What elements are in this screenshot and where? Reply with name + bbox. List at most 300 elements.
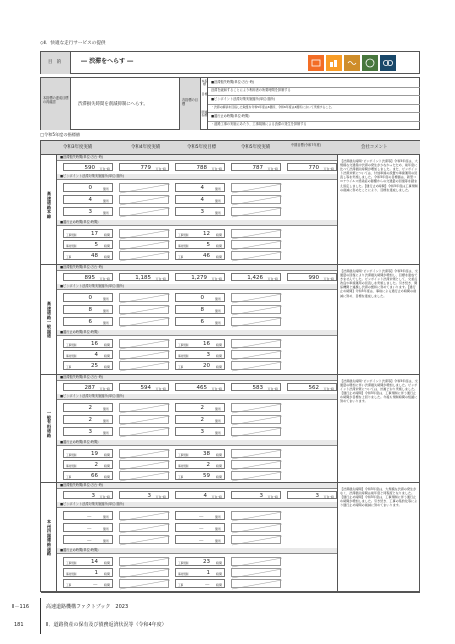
- header-r5-target: 令和5年度目標: [187, 145, 217, 150]
- loss-unit: 万台･時: [267, 494, 278, 499]
- pinpoint-value-cell: [63, 207, 113, 216]
- loss-value-cell: [287, 163, 337, 171]
- closure-type-label: 事故規制: [66, 245, 77, 248]
- loss-unit: 万台･時: [155, 386, 166, 391]
- pinpoint-value: －: [198, 539, 204, 545]
- closure-unit: 時間: [215, 464, 222, 468]
- closure-type-label: 事故規制: [66, 355, 77, 358]
- pinpoint-value: 4: [200, 197, 204, 203]
- closure-unit: 時間: [215, 453, 222, 457]
- subhead-loss: ■渋滞損失時間(単位:万台･時): [60, 265, 104, 269]
- loss-unit: 万台･時: [99, 494, 110, 499]
- not-applicable-cell: [119, 568, 169, 577]
- info-row-5: ■通行止め時間(単位:時間): [211, 113, 250, 118]
- closure-type-label: 工事規制: [66, 562, 77, 565]
- sub-label-related: 関連指標: [201, 110, 208, 118]
- closure-value-cell: [63, 361, 113, 370]
- loss-value: 895: [84, 274, 95, 281]
- pinpoint-unit: 箇所: [214, 199, 221, 203]
- not-applicable-cell: [119, 471, 169, 480]
- loss-unit: 万台･時: [267, 276, 278, 281]
- closure-unit: 時間: [215, 572, 222, 576]
- pinpoint-unit: 箇所: [102, 187, 109, 191]
- pinpoint-unit: 箇所: [214, 527, 221, 531]
- loss-value: 583: [252, 384, 263, 391]
- not-applicable-cell: [231, 415, 281, 424]
- not-applicable-cell: [231, 339, 281, 348]
- closure-unit: 時間: [103, 453, 110, 457]
- closure-unit: 時間: [215, 343, 222, 347]
- pinpoint-value: 3: [200, 209, 204, 215]
- section-comment: 【渋滞損失時間】令和5年度は、大規模な渋滞の発生がなく、渋滞損失時間は前年度と同程度となりました。【通行止め時間】令和5年度は、工事規制に伴う通行止め時間が増加しました。引き続き、工事の集約化等により通行止め時間の削減に努めてまいります。: [340, 487, 418, 508]
- pinpoint-value: 8: [200, 307, 204, 313]
- not-applicable-cell: [119, 449, 169, 458]
- closure-value: 25: [91, 363, 98, 369]
- closure-value: 23: [203, 559, 210, 565]
- loss-unit: 万台･時: [99, 276, 110, 281]
- closure-value-cell: [63, 471, 113, 480]
- not-applicable-cell: [231, 207, 281, 216]
- not-applicable-cell: [231, 579, 281, 588]
- closure-value-cell: [175, 240, 225, 249]
- not-applicable-cell: [231, 195, 281, 204]
- loss-value: 788: [196, 164, 207, 171]
- section-comment: 【渋滞損失時間･ピンポイント渋滞等】令和5年度は、交通量の回復により渋滞損失時間が増加し、目標を達成できませんでした。ピンポイント渋滞対策として、交差点改良や車線運用の見直しを実施しました。引き続き、関係機関と連携し渋滞の緩和に努めてまいります。【通行止め時間】令和5年度は、事故による通行止め時間の削減に努め、目標を達成しました。: [340, 269, 418, 298]
- loss-value-cell: [175, 491, 225, 499]
- pinpoint-value-cell: [175, 415, 225, 424]
- subhead-pinpoint: ■ピンポイント渋滞対策実施箇所(単位:箇所): [60, 284, 124, 288]
- sub-label-main: 本指標: [201, 79, 208, 87]
- closure-type-label: 工事: [66, 256, 72, 259]
- pinpoint-value: －: [86, 539, 92, 545]
- pinpoint-value: －: [86, 515, 92, 521]
- info-row-1: ■渋滞損失時間(単位:万台･時): [211, 79, 255, 84]
- loss-value-cell: [287, 383, 337, 391]
- pinpoint-unit: 箇所: [214, 211, 221, 215]
- loss-value: 3: [259, 492, 263, 499]
- closure-value-cell: [63, 339, 113, 348]
- loss-value: 787: [252, 164, 263, 171]
- loss-value-cell: [63, 491, 113, 499]
- pinpoint-unit: 箇所: [102, 199, 109, 203]
- closure-type-label: 工事: [178, 476, 184, 479]
- pinpoint-unit: 箇所: [214, 309, 221, 313]
- loss-value: 562: [308, 384, 319, 391]
- closure-value: 14: [91, 559, 98, 565]
- header-r3: 令和3年度実績: [63, 145, 93, 150]
- loss-value-cell: [63, 383, 113, 391]
- closure-unit: 時間: [215, 561, 222, 565]
- closure-value: 16: [91, 341, 98, 347]
- closure-value-cell: [63, 229, 113, 238]
- closure-unit: 時間: [103, 572, 110, 576]
- not-applicable-cell: [119, 523, 169, 532]
- closure-value-cell: [175, 339, 225, 348]
- not-applicable-cell: [119, 339, 169, 348]
- loss-unit: 万台･時: [99, 166, 110, 171]
- not-applicable-cell: [119, 240, 169, 249]
- closure-type-label: 工事: [66, 366, 72, 369]
- pinpoint-value: 0: [88, 185, 92, 191]
- closure-value-cell: [175, 229, 225, 238]
- closure-value-cell: [175, 471, 225, 480]
- closure-value: 17: [91, 231, 98, 237]
- section-name-cell: [41, 265, 57, 375]
- goal-value: ― 渋滞をへらす ―: [81, 58, 134, 65]
- loss-value: 3: [315, 492, 319, 499]
- not-applicable-cell: [231, 511, 281, 520]
- sdg-11-icon: [326, 55, 342, 71]
- not-applicable-cell: [231, 251, 281, 260]
- pinpoint-unit: 箇所: [102, 515, 109, 519]
- pinpoint-value: －: [198, 515, 204, 521]
- target-box: [40, 77, 420, 130]
- closure-unit: 時間: [103, 354, 110, 358]
- not-applicable-cell: [119, 403, 169, 412]
- closure-unit: 時間: [103, 233, 110, 237]
- pinpoint-value-cell: [63, 293, 113, 302]
- closure-value: －: [92, 583, 98, 589]
- info-row-4: ・渋滞の解消を目指した取組を令和5年度は6箇所、令和6年度は4箇所において実施すること。: [211, 105, 334, 109]
- closure-value: 48: [91, 253, 98, 259]
- pinpoint-unit: 箇所: [214, 419, 221, 423]
- not-applicable-cell: [119, 305, 169, 314]
- not-applicable-cell: [231, 350, 281, 359]
- pinpoint-value: 6: [200, 319, 204, 325]
- closure-unit: 時間: [215, 255, 222, 259]
- subhead-closure: ■通行止め時間(単位:時間): [60, 440, 99, 444]
- not-applicable-cell: [231, 557, 281, 566]
- loss-value: 3: [147, 492, 151, 499]
- closure-value-cell: [175, 460, 225, 469]
- table-section: [41, 483, 420, 593]
- closure-unit: 時間: [215, 475, 222, 479]
- pinpoint-value: 4: [88, 197, 92, 203]
- loss-value-cell: [287, 273, 337, 281]
- closure-type-label: 事故規制: [66, 465, 77, 468]
- loss-unit: 万台･時: [267, 386, 278, 391]
- loss-unit: 万台･時: [155, 276, 166, 281]
- closure-value: 16: [203, 341, 210, 347]
- loss-value: 594: [140, 384, 151, 391]
- closure-unit: 時間: [215, 233, 222, 237]
- pinpoint-value: 2: [88, 417, 92, 423]
- pinpoint-value-cell: [63, 403, 113, 412]
- closure-unit: 時間: [103, 255, 110, 259]
- table-section: [41, 265, 420, 375]
- target-value: 渋滞損失時間を削減抑制にへらす。: [78, 102, 148, 107]
- sdg-17-icon: [380, 55, 396, 71]
- target-label: 本指標の達成目標の再確認: [43, 96, 69, 104]
- pinpoint-unit: 箇所: [102, 297, 109, 301]
- loss-value-cell: [175, 273, 225, 281]
- loss-unit: 万台･時: [323, 494, 334, 499]
- loss-value: 990: [308, 274, 319, 281]
- header-midterm: 中期目標(令和7年度): [290, 143, 321, 147]
- loss-value-cell: [175, 163, 225, 171]
- not-applicable-cell: [231, 183, 281, 192]
- loss-value: 4: [203, 492, 207, 499]
- not-applicable-cell: [119, 207, 169, 216]
- not-applicable-cell: [119, 511, 169, 520]
- section-name: 高速道路一般国道: [46, 301, 52, 339]
- subhead-pinpoint: ■ピンポイント渋滞対策実施箇所(単位:箇所): [60, 174, 124, 178]
- closure-type-label: 事故規制: [178, 245, 189, 248]
- not-applicable-cell: [231, 403, 281, 412]
- pinpoint-value: 6: [88, 319, 92, 325]
- closure-unit: 時間: [215, 365, 222, 369]
- loss-unit: 万台･時: [323, 386, 334, 391]
- not-applicable-cell: [231, 293, 281, 302]
- loss-unit: 万台･時: [211, 276, 222, 281]
- pinpoint-value-cell: [175, 207, 225, 216]
- closure-value: 4: [94, 352, 98, 358]
- loss-value-cell: [119, 163, 169, 171]
- closure-value: 12: [203, 231, 210, 237]
- closure-unit: 時間: [103, 561, 110, 565]
- pinpoint-value: 2: [88, 405, 92, 411]
- pinpoint-unit: 箇所: [214, 321, 221, 325]
- not-applicable-cell: [119, 361, 169, 370]
- loss-value: 779: [140, 164, 151, 171]
- not-applicable-cell: [119, 579, 169, 588]
- closure-value-cell: [63, 579, 113, 588]
- pinpoint-unit: 箇所: [214, 407, 221, 411]
- pinpoint-unit: 箇所: [214, 297, 221, 301]
- header-comment: 会社コメント: [361, 145, 388, 150]
- pinpoint-value-cell: [175, 195, 225, 204]
- loss-value-cell: [231, 491, 281, 499]
- not-applicable-cell: [231, 317, 281, 326]
- not-applicable-cell: [231, 361, 281, 370]
- closure-value-cell: [63, 251, 113, 260]
- pinpoint-unit: 箇所: [102, 211, 109, 215]
- closure-type-label: 工事規制: [66, 454, 77, 457]
- loss-value-cell: [287, 491, 337, 499]
- closure-value-cell: [175, 579, 225, 588]
- not-applicable-cell: [119, 460, 169, 469]
- pinpoint-value-cell: [175, 293, 225, 302]
- loss-value: 3: [91, 492, 95, 499]
- goal-label: 目 的: [48, 60, 62, 65]
- goal-box: [40, 51, 420, 74]
- closure-unit: 時間: [103, 244, 110, 248]
- closure-value: 46: [203, 253, 210, 259]
- closure-unit: 時間: [215, 354, 222, 358]
- pinpoint-unit: 箇所: [214, 187, 221, 191]
- not-applicable-cell: [231, 460, 281, 469]
- pinpoint-unit: 箇所: [102, 539, 109, 543]
- loss-value: 1,185: [135, 274, 151, 281]
- not-applicable-cell: [119, 183, 169, 192]
- closure-value-cell: [63, 557, 113, 566]
- loss-value-cell: [175, 383, 225, 391]
- not-applicable-cell: [119, 427, 169, 436]
- closure-type-label: 工事: [178, 584, 184, 587]
- pinpoint-value-cell: [63, 427, 113, 436]
- loss-unit: 万台･時: [155, 494, 166, 499]
- sdg-13-icon: [362, 55, 378, 71]
- closure-value: 19: [91, 451, 98, 457]
- pinpoint-value: －: [86, 527, 92, 533]
- section-name-cell: [41, 375, 57, 483]
- subhead-closure: ■通行止め時間(単位:時間): [60, 548, 99, 552]
- closure-type-label: 工事規制: [66, 234, 77, 237]
- section-name: 本州四国連絡道路: [46, 519, 52, 557]
- section-name-cell: [41, 483, 57, 593]
- pinpoint-unit: 箇所: [102, 431, 109, 435]
- pinpoint-value: 3: [88, 209, 92, 215]
- closure-value-cell: [63, 350, 113, 359]
- loss-value-cell: [231, 273, 281, 281]
- closure-unit: 時間: [103, 464, 110, 468]
- pinpoint-value-cell: [63, 305, 113, 314]
- closure-unit: 時間: [103, 343, 110, 347]
- closure-value: 2: [94, 462, 98, 468]
- closure-value-cell: [63, 460, 113, 469]
- section-name-cell: [41, 155, 57, 265]
- section-name: 一般有料道路: [46, 410, 52, 438]
- section-comment: 【渋滞損失時間･ピンポイント渋滞等】令和5年度は、交通量の増加に伴い渋滞損失時間が増加しました。ピンポイント渋滞対策については、計画どおり実施しました。【通行止め時間】令和5年度は、工事規制に伴う通行止め時間が目標を上回りました。今後も規制時間の短縮に努めてまいります。: [340, 379, 418, 404]
- pinpoint-unit: 箇所: [102, 407, 109, 411]
- closure-type-label: 工事: [178, 256, 184, 259]
- pinpoint-unit: 箇所: [102, 321, 109, 325]
- subhead-pinpoint: ■ピンポイント渋滞対策実施箇所(単位:箇所): [60, 394, 124, 398]
- closure-value: －: [204, 583, 210, 589]
- closure-unit: 時間: [103, 365, 110, 369]
- closure-type-label: 工事規制: [178, 234, 189, 237]
- closure-value-cell: [63, 240, 113, 249]
- not-applicable-cell: [119, 415, 169, 424]
- closure-value-cell: [175, 361, 225, 370]
- loss-unit: 万台･時: [267, 166, 278, 171]
- closure-value-cell: [175, 449, 225, 458]
- loss-value-cell: [63, 273, 113, 281]
- loss-value-cell: [119, 491, 169, 499]
- footer-page-b: 181: [14, 622, 24, 628]
- not-applicable-cell: [119, 251, 169, 260]
- closure-type-label: 工事: [178, 366, 184, 369]
- pinpoint-value: 3: [200, 429, 204, 435]
- pinpoint-value-cell: [175, 427, 225, 436]
- info-row-2: 渋滞を緩和することにより利用者の所要時間を抑制する: [211, 88, 291, 92]
- pinpoint-value-cell: [175, 305, 225, 314]
- closure-type-label: 事故規制: [178, 355, 189, 358]
- not-applicable-cell: [231, 427, 281, 436]
- table-section: [41, 155, 420, 265]
- not-applicable-cell: [119, 350, 169, 359]
- not-applicable-cell: [231, 305, 281, 314]
- not-applicable-cell: [231, 449, 281, 458]
- not-applicable-cell: [231, 229, 281, 238]
- closure-value: 2: [206, 462, 210, 468]
- closure-unit: 時間: [103, 475, 110, 479]
- pinpoint-value: 0: [200, 295, 204, 301]
- subhead-loss: ■渋滞損失時間(単位:万台･時): [60, 483, 104, 487]
- info-row-3: ■ピンポイント渋滞対策実施箇所(単位:箇所): [211, 96, 275, 101]
- section-title: ◇Ⅱ．快適な走行サービスの提供: [40, 41, 106, 46]
- closure-type-label: 事故規制: [66, 573, 77, 576]
- loss-value: 1,426: [247, 274, 263, 281]
- pinpoint-value: 0: [88, 295, 92, 301]
- loss-value: 465: [196, 384, 207, 391]
- loss-value: 1,279: [191, 274, 207, 281]
- pinpoint-unit: 箇所: [102, 309, 109, 313]
- pinpoint-value-cell: [175, 535, 225, 544]
- not-applicable-cell: [231, 535, 281, 544]
- footer-title-b: Ⅱ．道路資産の保有及び債務返済状況等（令和4年度）: [46, 622, 167, 628]
- sdg-9-icon: [308, 55, 324, 71]
- closure-value-cell: [175, 251, 225, 260]
- loss-unit: 万台･時: [211, 386, 222, 391]
- info-row-6: ・道路工事の実施にあたり、工事規制による渋滞の発生を抑制する: [211, 122, 307, 126]
- loss-value-cell: [231, 163, 281, 171]
- pinpoint-value-cell: [63, 535, 113, 544]
- closure-value: 5: [94, 242, 98, 248]
- not-applicable-cell: [231, 471, 281, 480]
- pinpoint-value: 3: [88, 429, 92, 435]
- closure-value-cell: [63, 449, 113, 458]
- loss-unit: 万台･時: [211, 494, 222, 499]
- pinpoint-value-cell: [175, 523, 225, 532]
- loss-unit: 万台･時: [155, 166, 166, 171]
- loss-value-cell: [63, 163, 113, 171]
- sub-label-target: 目標: [201, 92, 208, 96]
- indicator-table: [40, 140, 420, 592]
- loss-value: 770: [308, 164, 319, 171]
- closure-value: 5: [206, 242, 210, 248]
- section-comment: 【渋滞損失時間･ピンポイント渋滞等】令和5年度は、大規模な交通集中渋滞の発生が少なかったため、前年度に比べて渋滞損失時間が増加しました。また、ピンポイント渋滞対策については、付加車線の設置や車線運用の見直し等を実施しました。令和5年度の目標値は、新型コロナウイルス感染症の影響からの交通量の回復等を踏まえ設定しました。【通行止め時間】令和5年度は工事規制の削減に努めたことにより、目標を達成しました。: [340, 159, 418, 192]
- pinpoint-value-cell: [175, 183, 225, 192]
- pinpoint-value-cell: [175, 511, 225, 520]
- closure-value: 59: [203, 473, 210, 479]
- pinpoint-value: －: [198, 527, 204, 533]
- loss-value: 287: [84, 384, 95, 391]
- section-name: 高速道路本線: [46, 191, 52, 219]
- pinpoint-unit: 箇所: [214, 515, 221, 519]
- pinpoint-unit: 箇所: [214, 431, 221, 435]
- pinpoint-value-cell: [63, 195, 113, 204]
- closure-unit: 時間: [215, 244, 222, 248]
- loss-value: 590: [84, 164, 95, 171]
- pinpoint-value-cell: [63, 317, 113, 326]
- subhead-closure: ■通行止め時間(単位:時間): [60, 330, 99, 334]
- closure-value: 66: [91, 473, 98, 479]
- not-applicable-cell: [119, 195, 169, 204]
- not-applicable-cell: [119, 535, 169, 544]
- closure-type-label: 工事: [66, 476, 72, 479]
- closure-unit: 時間: [103, 583, 110, 587]
- not-applicable-cell: [231, 523, 281, 532]
- closure-unit: 時間: [215, 583, 222, 587]
- closure-value-cell: [175, 350, 225, 359]
- closure-value-cell: [175, 557, 225, 566]
- subhead-loss: ■渋滞損失時間(単位:万台･時): [60, 155, 104, 159]
- header-r4: 令和4年度実績: [131, 145, 161, 150]
- metric-target-label: 各指標の目標: [182, 98, 198, 106]
- closure-type-label: 工事規制: [178, 454, 189, 457]
- closure-value: 1: [206, 570, 210, 576]
- table-caption: □令和5年度の指標値: [40, 132, 81, 137]
- loss-value-cell: [119, 383, 169, 391]
- closure-type-label: 工事規制: [66, 344, 77, 347]
- pinpoint-unit: 箇所: [102, 527, 109, 531]
- closure-type-label: 工事規制: [178, 562, 189, 565]
- pinpoint-unit: 箇所: [102, 419, 109, 423]
- closure-value: 1: [94, 570, 98, 576]
- footer-rule: [40, 598, 41, 634]
- closure-value: 38: [203, 451, 210, 457]
